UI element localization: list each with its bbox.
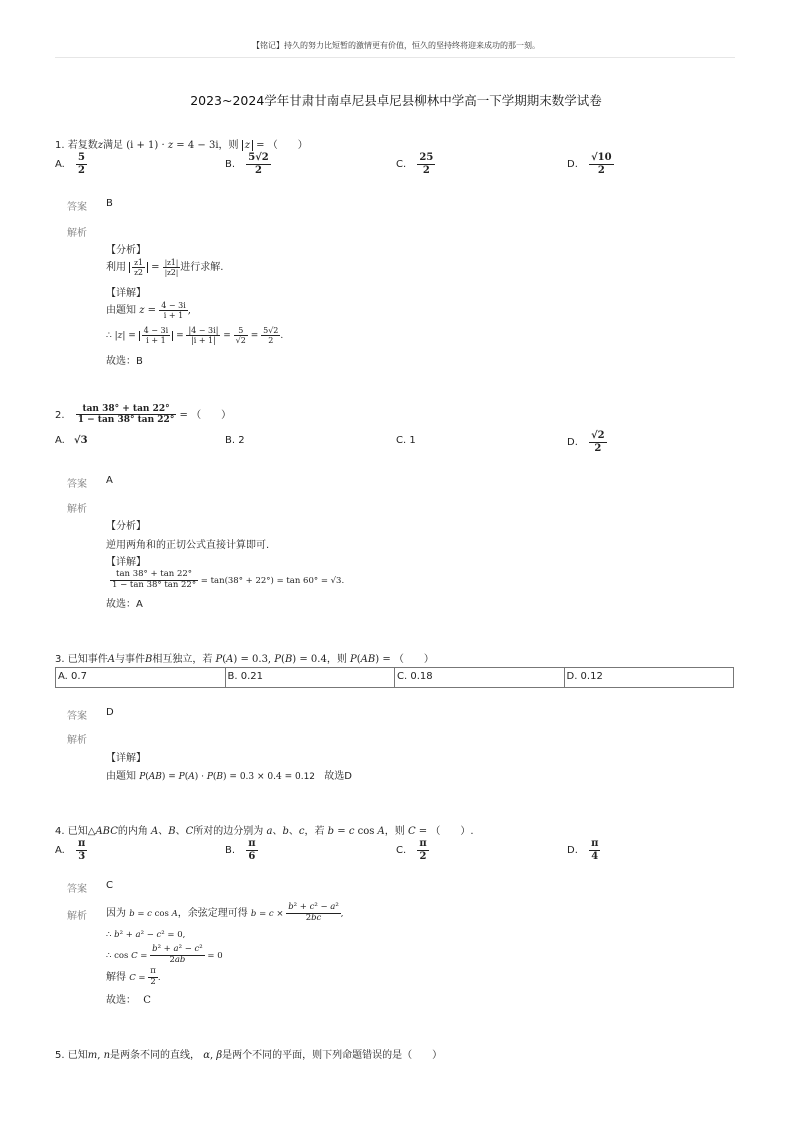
q1-fenxi: 【分析】 <box>106 245 146 256</box>
q1-analysis-label: 解析 <box>67 228 87 239</box>
q1-option-a[interactable]: A. $\frac{5}{2}$ <box>55 152 85 176</box>
q2-calc-line: $\frac{\tan 38^\circ + \tan 22^\circ}{1 - \tan 38^\circ \tan 22^\circ}$ = tan(38° + 22°) = tan 60° = √3. <box>112 569 345 590</box>
q4-option-c[interactable]: C. $\frac{\pi}{2}$ <box>396 838 427 862</box>
q4-option-b[interactable]: B. $\frac{\pi}{6}$ <box>225 838 256 862</box>
q2-xiangjie: 【详解】 <box>106 557 146 568</box>
q3-option-c[interactable]: C. 0.18 <box>395 668 565 687</box>
q2-option-d[interactable]: D. $\frac{√2}{2}$ <box>567 430 605 454</box>
q1-answer-value: B <box>106 198 113 209</box>
q4-stem: 4. 已知△ABC的内角 A、B、C所对的边分别为 a、b、c，若 b = c cos A，则 C = （ ）. <box>55 826 474 837</box>
q1-stem-d: （ ） <box>267 140 308 151</box>
q3-xiangjie: 【详解】 <box>106 753 146 764</box>
q1-stem-c: ，则 <box>218 140 239 151</box>
page-title: 2023~2024学年甘肃甘南卓尼县卓尼县柳林中学高一下学期期末数学试卷 <box>190 93 602 108</box>
q4-answer-value: C <box>106 880 113 891</box>
q3-option-b[interactable]: B. 0.21 <box>226 668 396 687</box>
q4-step1: ∴ b² + a² − c² = 0, <box>106 930 186 940</box>
header-quote: 【铭记】持久的努力比短暂的激情更有价值，恒久的坚持终将迎来成功的那一刻。 <box>252 41 540 50</box>
q1-modulus-line: ∴ |z| = $\frac{4 - 3i}{i + 1}$ = $\frac{|4 - 3i|}{|i + 1|}$ = $\frac{5}{√2}$ = $\frac{5√2}{2}$ . <box>106 326 284 346</box>
q4-step2: ∴ cos C = $\frac{\text{b² + a² − c²}}{2ab}$ = 0 <box>106 944 223 965</box>
q3-analysis-label: 解析 <box>67 735 87 746</box>
q3-option-a[interactable]: A. 0.7 <box>56 668 226 687</box>
q1-answer-label: 答案 <box>67 202 87 213</box>
q1-stem-b: 满足 <box>103 140 124 151</box>
q1-option-c[interactable]: C. $\frac{25}{2}$ <box>396 152 434 176</box>
q1-xiangjie: 【详解】 <box>106 288 146 299</box>
q4-solve-line: 解得 C = $\frac{\pi}{2}$ . <box>106 966 161 987</box>
q3-option-d[interactable]: D. 0.12 <box>566 671 603 682</box>
q2-option-c[interactable]: C. 1 <box>396 435 416 446</box>
q4-because-line: 因为 b = c cos A，余弦定理可得 b = c × $\frac{\text{b² + c² − a²}}{2bc}$ , <box>106 902 344 923</box>
q2-stem: 2. $\frac{\tan 38^\circ + \tan 22^\circ}{1 - \tan 38^\circ \tan 22^\circ}$ = （ ） <box>55 404 232 426</box>
q1-choose: 故选：B <box>106 356 143 367</box>
q4-answer-label: 答案 <box>67 884 87 895</box>
header-divider <box>55 57 735 58</box>
q4-option-d[interactable]: D. $\frac{\pi}{4}$ <box>567 838 599 862</box>
q2-option-a[interactable]: A. √3 <box>55 435 88 446</box>
q1-stem: 1. 若复数z满足 (i + 1) · z = 4 − 3i，则 z = （ ） <box>55 140 308 151</box>
q3-stem: 3. 已知事件A与事件B相互独立，若 P(A) = 0.3, P(B) = 0.4，则 P(AB) = （ ） <box>55 654 434 665</box>
q1-use-line: 利用 $\frac{z1}{z2}$ = $\frac{|z1|}{|z2|}$ 进行求解. <box>106 258 224 278</box>
q5-stem: 5. 已知m, n是两条不同的直线， α, β是两个不同的平面，则下列命题错误的是（ ） <box>55 1050 443 1061</box>
q2-option-b[interactable]: B. 2 <box>225 435 245 446</box>
q2-choose: 故选：A <box>106 599 143 610</box>
q2-reason: 逆用两角和的正切公式直接计算即可. <box>106 540 270 551</box>
q3-answer-value: D <box>106 707 114 718</box>
q1-option-b[interactable]: B. $\frac{5√2}{2}$ <box>225 152 269 176</box>
q1-stem-a: 1. 若复数 <box>55 140 98 151</box>
q1-given-line: 由题知 z = $\frac{4 - 3i}{i + 1}$ , <box>106 301 191 321</box>
q2-answer-value: A <box>106 475 113 486</box>
q3-answer-label: 答案 <box>67 711 87 722</box>
q2-fenxi: 【分析】 <box>106 521 146 532</box>
q1-option-d[interactable]: D. $\frac{√10}{2}$ <box>567 152 612 176</box>
q4-analysis-label: 解析 <box>67 911 87 922</box>
q2-answer-label: 答案 <box>67 479 87 490</box>
q4-option-a[interactable]: A. $\frac{\pi}{3}$ <box>55 838 86 862</box>
q4-choose: 故选： C <box>106 995 151 1006</box>
q3-given-line: 由题知 P(AB) = P(A) · P(B) = 0.3 × 0.4 = 0.12 故选D <box>106 771 352 782</box>
q3-options-table <box>55 667 734 688</box>
q2-analysis-label: 解析 <box>67 504 87 515</box>
